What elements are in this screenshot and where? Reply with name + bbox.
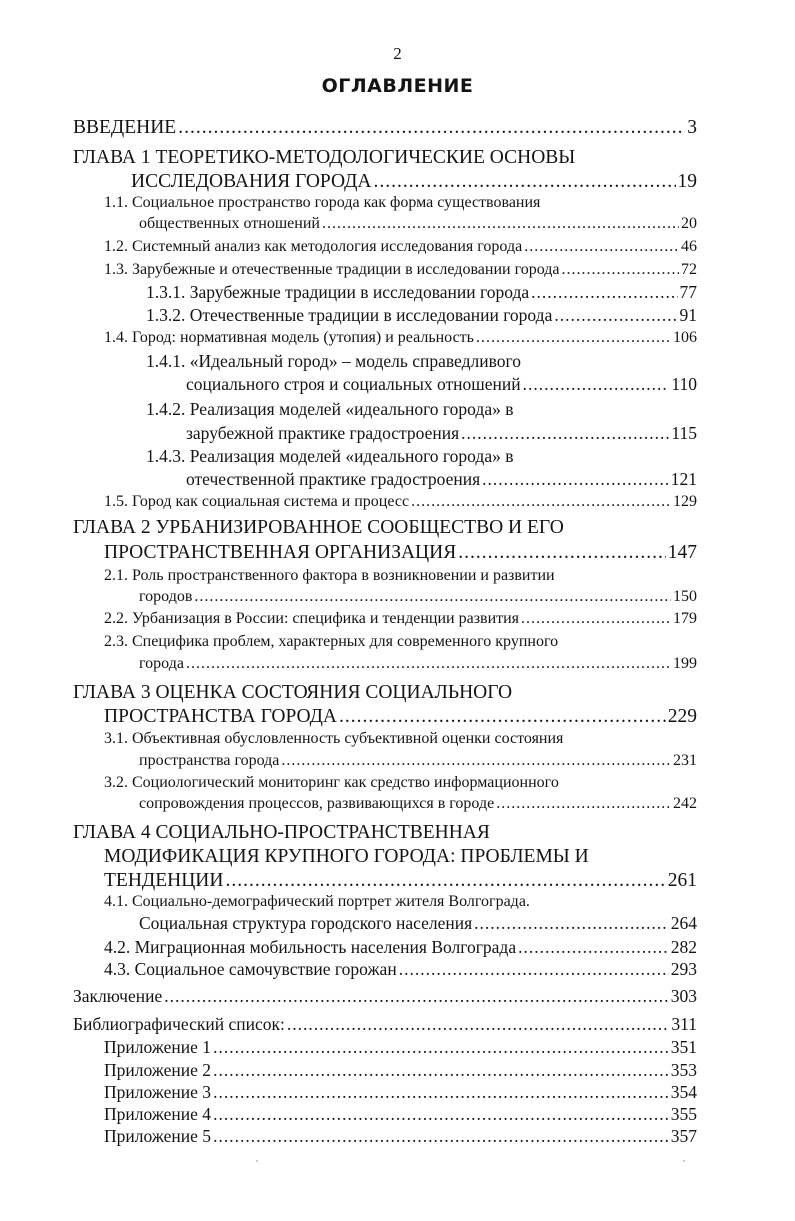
toc-entry-4-1[interactable] <box>139 915 697 933</box>
toc-entry-text: Приложение 1 <box>104 1037 212 1057</box>
toc-entry-text: Приложение 2 <box>104 1060 212 1080</box>
toc-entry-page: 199 <box>673 655 697 672</box>
leader-dots <box>213 1084 669 1102</box>
toc-entry-bibliography[interactable] <box>73 1016 697 1034</box>
toc-entry-page: 19 <box>677 171 697 192</box>
leader-dots <box>213 1106 669 1124</box>
toc-entry-page: 129 <box>673 493 697 510</box>
toc-entry-1-3[interactable] <box>104 262 697 278</box>
toc-entry-chapter-1[interactable] <box>131 172 697 192</box>
leader-dots <box>339 707 666 727</box>
toc-entry-intro[interactable] <box>73 118 697 138</box>
section-1-4-2-title-line-1[interactable]: 1.4.2. Реализация моделей «идеального города» в <box>146 399 514 419</box>
toc-entry-page: 311 <box>671 1014 697 1034</box>
toc-entry-page: 231 <box>673 752 697 769</box>
leader-dots <box>524 239 679 255</box>
toc-entry-text: общественных отношений <box>139 215 320 232</box>
toc-entry-appendix-5[interactable] <box>104 1128 697 1146</box>
toc-entry-page: 110 <box>671 374 697 394</box>
leader-dots <box>178 118 685 138</box>
leader-dots <box>213 1128 669 1146</box>
section-1-4-1-title-line-1[interactable]: 1.4.1. «Идеальный город» – модель справедливого <box>146 351 521 371</box>
leader-dots <box>496 796 671 812</box>
toc-title: ОГЛАВЛЕНИЕ <box>321 75 474 97</box>
chapter-4-title-line-1[interactable]: ГЛАВА 4 СОЦИАЛЬНО-ПРОСТРАНСТВЕННАЯ <box>73 822 490 843</box>
leader-dots <box>554 307 677 325</box>
toc-entry-text: города <box>139 655 184 672</box>
toc-entry-page: 357 <box>670 1126 697 1146</box>
toc-entry-page: 282 <box>670 937 697 957</box>
leader-dots <box>322 216 679 232</box>
toc-entry-appendix-1[interactable] <box>104 1039 697 1057</box>
leader-dots <box>164 988 669 1006</box>
toc-entry-4-3[interactable] <box>104 961 697 979</box>
toc-entry-text: Приложение 4 <box>104 1104 212 1124</box>
toc-entry-page: 72 <box>681 261 697 278</box>
leader-dots <box>287 1016 670 1034</box>
toc-entry-text: Приложение 3 <box>104 1082 212 1102</box>
leader-dots <box>474 915 669 933</box>
toc-entry-text: Приложение 5 <box>104 1126 212 1146</box>
leader-dots <box>562 262 679 278</box>
toc-entry-chapter-3[interactable] <box>104 707 697 727</box>
toc-entry-appendix-3[interactable] <box>104 1084 697 1102</box>
leader-dots <box>458 543 666 563</box>
leader-dots <box>225 871 665 891</box>
section-2-1-title-line-1[interactable]: 2.1. Роль пространственного фактора в возникновении и развитии <box>104 567 555 584</box>
leader-dots <box>194 589 671 605</box>
toc-entry-page: 351 <box>670 1037 697 1057</box>
toc-entry-chapter-2[interactable] <box>104 543 697 563</box>
toc-entry-1-4-3[interactable] <box>186 471 697 489</box>
leader-dots <box>518 939 669 957</box>
toc-entry-page: 264 <box>670 913 697 933</box>
toc-entry-1-2[interactable] <box>104 239 697 255</box>
toc-entry-1-5[interactable] <box>104 494 697 510</box>
toc-entry-text: Библиографический список: <box>73 1014 285 1034</box>
toc-entry-1-3-2[interactable] <box>146 307 697 325</box>
toc-entry-page: 293 <box>670 959 697 979</box>
leader-dots <box>482 471 669 489</box>
toc-entry-page: 303 <box>670 986 697 1006</box>
toc-entry-text: 2.2. Урбанизация в России: специфика и тенденции развития <box>104 610 520 627</box>
section-4-1-title-line-1[interactable]: 4.1. Социально-демографический портрет жителя Волгограда. <box>104 893 530 910</box>
toc-entry-2-1[interactable] <box>139 589 697 605</box>
leader-dots <box>461 425 669 443</box>
chapter-4-title-line-2[interactable]: МОДИФИКАЦИЯ КРУПНОГО ГОРОДА: ПРОБЛЕМЫ И <box>104 846 589 867</box>
toc-entry-text: 4.2. Миграционная мобильность населения Волгограда <box>104 937 517 957</box>
toc-entry-page: 354 <box>670 1082 697 1102</box>
toc-entry-text: зарубежной практике градостроения <box>186 423 460 443</box>
chapter-3-title-line-1[interactable]: ГЛАВА 3 ОЦЕНКА СОСТОЯНИЯ СОЦИАЛЬНОГО <box>73 682 513 703</box>
toc-entry-text: 1.4. Город: нормативная модель (утопия) и реальность <box>104 329 474 346</box>
toc-entry-chapter-4[interactable] <box>104 871 697 891</box>
toc-entry-page: 121 <box>670 469 697 489</box>
toc-entry-text: сопровождения процессов, развивающихся в городе <box>139 795 495 812</box>
toc-entry-text: 1.3.2. Отечественные традиции в исследовании города <box>146 305 553 325</box>
leader-dots <box>521 611 671 627</box>
toc-entry-text: пространства города <box>139 752 280 769</box>
toc-entry-1-4-2[interactable] <box>186 425 697 443</box>
toc-entry-text: ВВЕДЕНИЕ <box>73 117 177 138</box>
toc-entry-1-4[interactable] <box>104 330 697 346</box>
toc-entry-page: 91 <box>679 305 697 325</box>
toc-entry-page: 106 <box>673 329 697 346</box>
toc-entry-text: 1.2. Системный анализ как методология исследования города <box>104 238 523 255</box>
toc-entry-page: 20 <box>681 215 697 232</box>
toc-entry-page: 353 <box>670 1060 697 1080</box>
toc-entry-page: 115 <box>671 423 697 443</box>
leader-dots <box>186 656 671 672</box>
toc-entry-page: 150 <box>673 588 697 605</box>
toc-entry-text: Социальная структура городского населения <box>139 913 473 933</box>
leader-dots <box>399 961 669 979</box>
toc-entry-text: 1.3. Зарубежные и отечественные традиции в исследовании города <box>104 261 560 278</box>
section-2-3-title-line-1[interactable]: 2.3. Специфика проблем, характерных для современного крупного <box>104 633 559 650</box>
leader-dots <box>523 376 670 394</box>
toc-entry-page: 355 <box>670 1104 697 1124</box>
toc-entry-page: 229 <box>667 706 697 727</box>
leader-dots <box>531 284 677 302</box>
toc-entry-text: городов <box>139 588 193 605</box>
leader-dots <box>281 753 671 769</box>
toc-entry-appendix-2[interactable] <box>104 1062 697 1080</box>
leader-dots <box>213 1039 669 1057</box>
toc-entry-3-2[interactable] <box>139 796 697 812</box>
leader-dots <box>213 1062 669 1080</box>
section-3-1-title-line-1[interactable]: 3.1. Объективная обусловленность субъективной оценки состояния <box>104 730 564 747</box>
toc-entry-2-2[interactable] <box>104 611 697 627</box>
toc-entry-text: отечественной практике градостроения <box>186 469 481 489</box>
toc-entry-text: ПРОСТРАНСТВА ГОРОДА <box>104 706 338 727</box>
leader-dots <box>411 494 671 510</box>
section-1-4-3-title-line-1[interactable]: 1.4.3. Реализация моделей «идеального города» в <box>146 446 514 466</box>
section-1-1-title-line-1[interactable]: 1.1. Социальное пространство города как форма существования <box>104 194 541 211</box>
chapter-2-title-line-1[interactable]: ГЛАВА 2 УРБАНИЗИРОВАННОЕ СООБЩЕСТВО И ЕГО <box>73 517 564 538</box>
scan-speck <box>256 1160 258 1162</box>
toc-entry-page: 261 <box>667 870 697 891</box>
toc-entry-appendix-4[interactable] <box>104 1106 697 1124</box>
toc-entry-page: 179 <box>673 610 697 627</box>
toc-entry-page: 3 <box>687 117 697 138</box>
toc-entry-text: 1.5. Город как социальная система и процесс <box>104 493 410 510</box>
leader-dots <box>476 330 671 346</box>
toc-entry-4-2[interactable] <box>104 939 697 957</box>
leader-dots <box>373 172 675 192</box>
toc-entry-1-4-1[interactable] <box>186 376 697 394</box>
toc-entry-page: 77 <box>679 282 697 302</box>
toc-entry-page: 46 <box>681 238 697 255</box>
toc-entry-conclusion[interactable] <box>73 988 697 1006</box>
toc-entry-2-3[interactable] <box>139 656 697 672</box>
page-number: 2 <box>393 44 402 63</box>
toc-entry-text: 4.3. Социальное самочувствие горожан <box>104 959 397 979</box>
toc-entry-text: ИССЛЕДОВАНИЯ ГОРОДА <box>131 171 372 192</box>
toc-entry-1-1[interactable] <box>139 216 697 232</box>
toc-entry-text: ТЕНДЕНЦИИ <box>104 870 224 891</box>
toc-entry-1-3-1[interactable] <box>146 284 697 302</box>
toc-entry-text: Заключение <box>73 986 163 1006</box>
toc-entry-text: 1.3.1. Зарубежные традиции в исследовании города <box>146 282 530 302</box>
toc-entry-page: 242 <box>673 795 697 812</box>
section-3-2-title-line-1[interactable]: 3.2. Социологический мониторинг как средство информационного <box>104 774 559 791</box>
chapter-1-title-line-1[interactable]: ГЛАВА 1 ТЕОРЕТИКО-МЕТОДОЛОГИЧЕСКИЕ ОСНОВЫ <box>73 147 576 168</box>
toc-entry-page: 147 <box>667 542 697 563</box>
toc-entry-text: социального строя и социальных отношений <box>186 374 521 394</box>
scan-speck <box>683 1160 685 1162</box>
toc-entry-text: ПРОСТРАНСТВЕННАЯ ОРГАНИЗАЦИЯ <box>104 542 457 563</box>
toc-entry-3-1[interactable] <box>139 753 697 769</box>
